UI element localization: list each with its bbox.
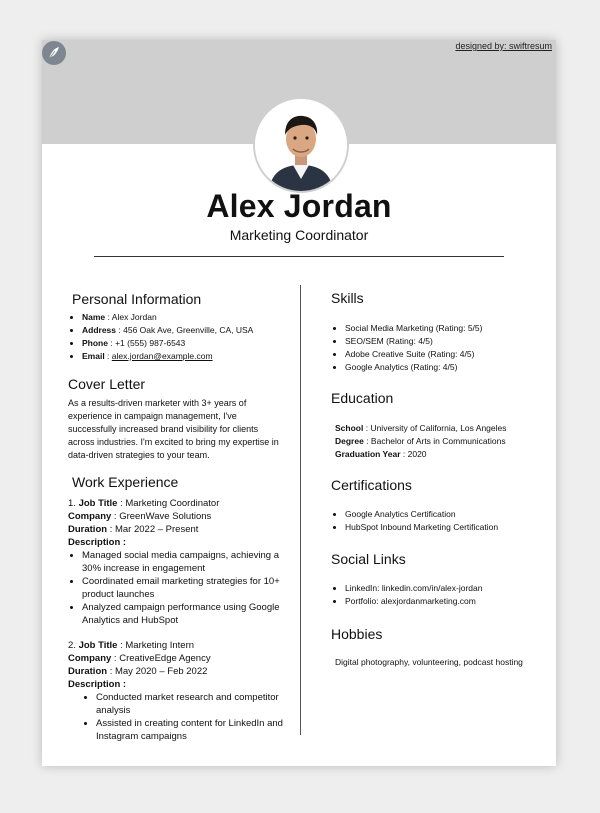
personal-info-heading: Personal Information <box>72 291 202 307</box>
job-1: 1. Job Title : Marketing Coordinator Company : GreenWave Solutions Duration : Mar 2022 – Present Description : • Managed social media campaigns, achieving a 30% increase in engagement • Coordinated email marketing strategies for 10+ product launches • Analyzed campaign performance using Google Analytics and HubSpot <box>68 497 288 627</box>
job-2-bullets: • Conducted market research and competitor analysis • Assisted in creating content for LinkedIn and Instagram campaigns <box>68 691 296 743</box>
job-2: 2. Job Title : Marketing Intern Company : CreativeEdge Agency Duration : May 2020 – Feb 2022 Description : • Conducted market research and competitor analysis • Assisted in creating content for LinkedIn and Instagram campaigns <box>68 639 288 743</box>
personal-info-list <box>68 311 312 363</box>
header-divider <box>94 256 504 257</box>
social-links-list <box>331 582 556 608</box>
personal-address-item: • Address : 456 Oak Ave, Greenville, CA, USA <box>82 324 312 337</box>
skills-list <box>331 322 556 374</box>
education-school: School : University of California, Los Angeles <box>335 423 507 433</box>
education-details <box>335 422 555 461</box>
cover-letter-text: As a results-driven marketer with 3+ years of experience in campaign management, I've successfully increased brand visibility for clients across industries. I'm excited to bring my expertise in data-driven strategies to your team. <box>68 398 279 460</box>
education-heading: Education <box>331 390 394 406</box>
quill-logo-icon[interactable] <box>42 41 66 65</box>
hobbies-heading: Hobbies <box>331 626 383 642</box>
education-year: Graduation Year : 2020 <box>335 449 427 459</box>
resume-page <box>42 40 556 766</box>
certification-item: • Google Analytics Certification <box>345 508 556 521</box>
job-1-bullets: • Managed social media campaigns, achieving a 30% increase in engagement • Coordinated email marketing strategies for 10+ product launches • Analyzed campaign performance using Google Analytics and HubSpot <box>68 549 282 627</box>
skill-item: • Social Media Marketing (Rating: 5/5) <box>345 322 556 335</box>
candidate-name: Alex Jordan <box>206 188 392 224</box>
email-link[interactable]: alex.jordan@example.com <box>111 351 213 361</box>
skill-item: • Adobe Creative Suite (Rating: 4/5) <box>345 348 556 361</box>
work-experience-heading: Work Experience <box>72 474 179 490</box>
education-degree: Degree : Bachelor of Arts in Communications <box>335 436 506 446</box>
certification-item: • HubSpot Inbound Marketing Certification <box>345 521 556 534</box>
social-link-portfolio[interactable]: • Portfolio: alexjordanmarketing.com <box>345 595 556 608</box>
designer-credit-link[interactable]: designed by: swiftresum <box>455 41 552 51</box>
profile-photo <box>253 97 349 193</box>
cover-letter-heading: Cover Letter <box>68 376 146 392</box>
personal-phone-item: • Phone : +1 (555) 987-6543 <box>82 337 312 350</box>
candidate-title: Marketing Coordinator <box>229 227 369 243</box>
skill-item: • SEO/SEM (Rating: 4/5) <box>345 335 556 348</box>
personal-email-item: • Email : alex.jordan@example.com <box>82 350 312 363</box>
skill-item: • Google Analytics (Rating: 4/5) <box>345 361 556 374</box>
hobbies-text: Digital photography, volunteering, podcast hosting <box>335 657 523 667</box>
certifications-list <box>331 508 556 534</box>
certifications-heading: Certifications <box>331 477 412 493</box>
skills-heading: Skills <box>331 290 364 306</box>
social-links-heading: Social Links <box>331 551 406 567</box>
personal-name-item: • Name : Alex Jordan <box>82 311 312 324</box>
social-link-linkedin[interactable]: • LinkedIn: linkedin.com/in/alex-jordan <box>345 582 556 595</box>
